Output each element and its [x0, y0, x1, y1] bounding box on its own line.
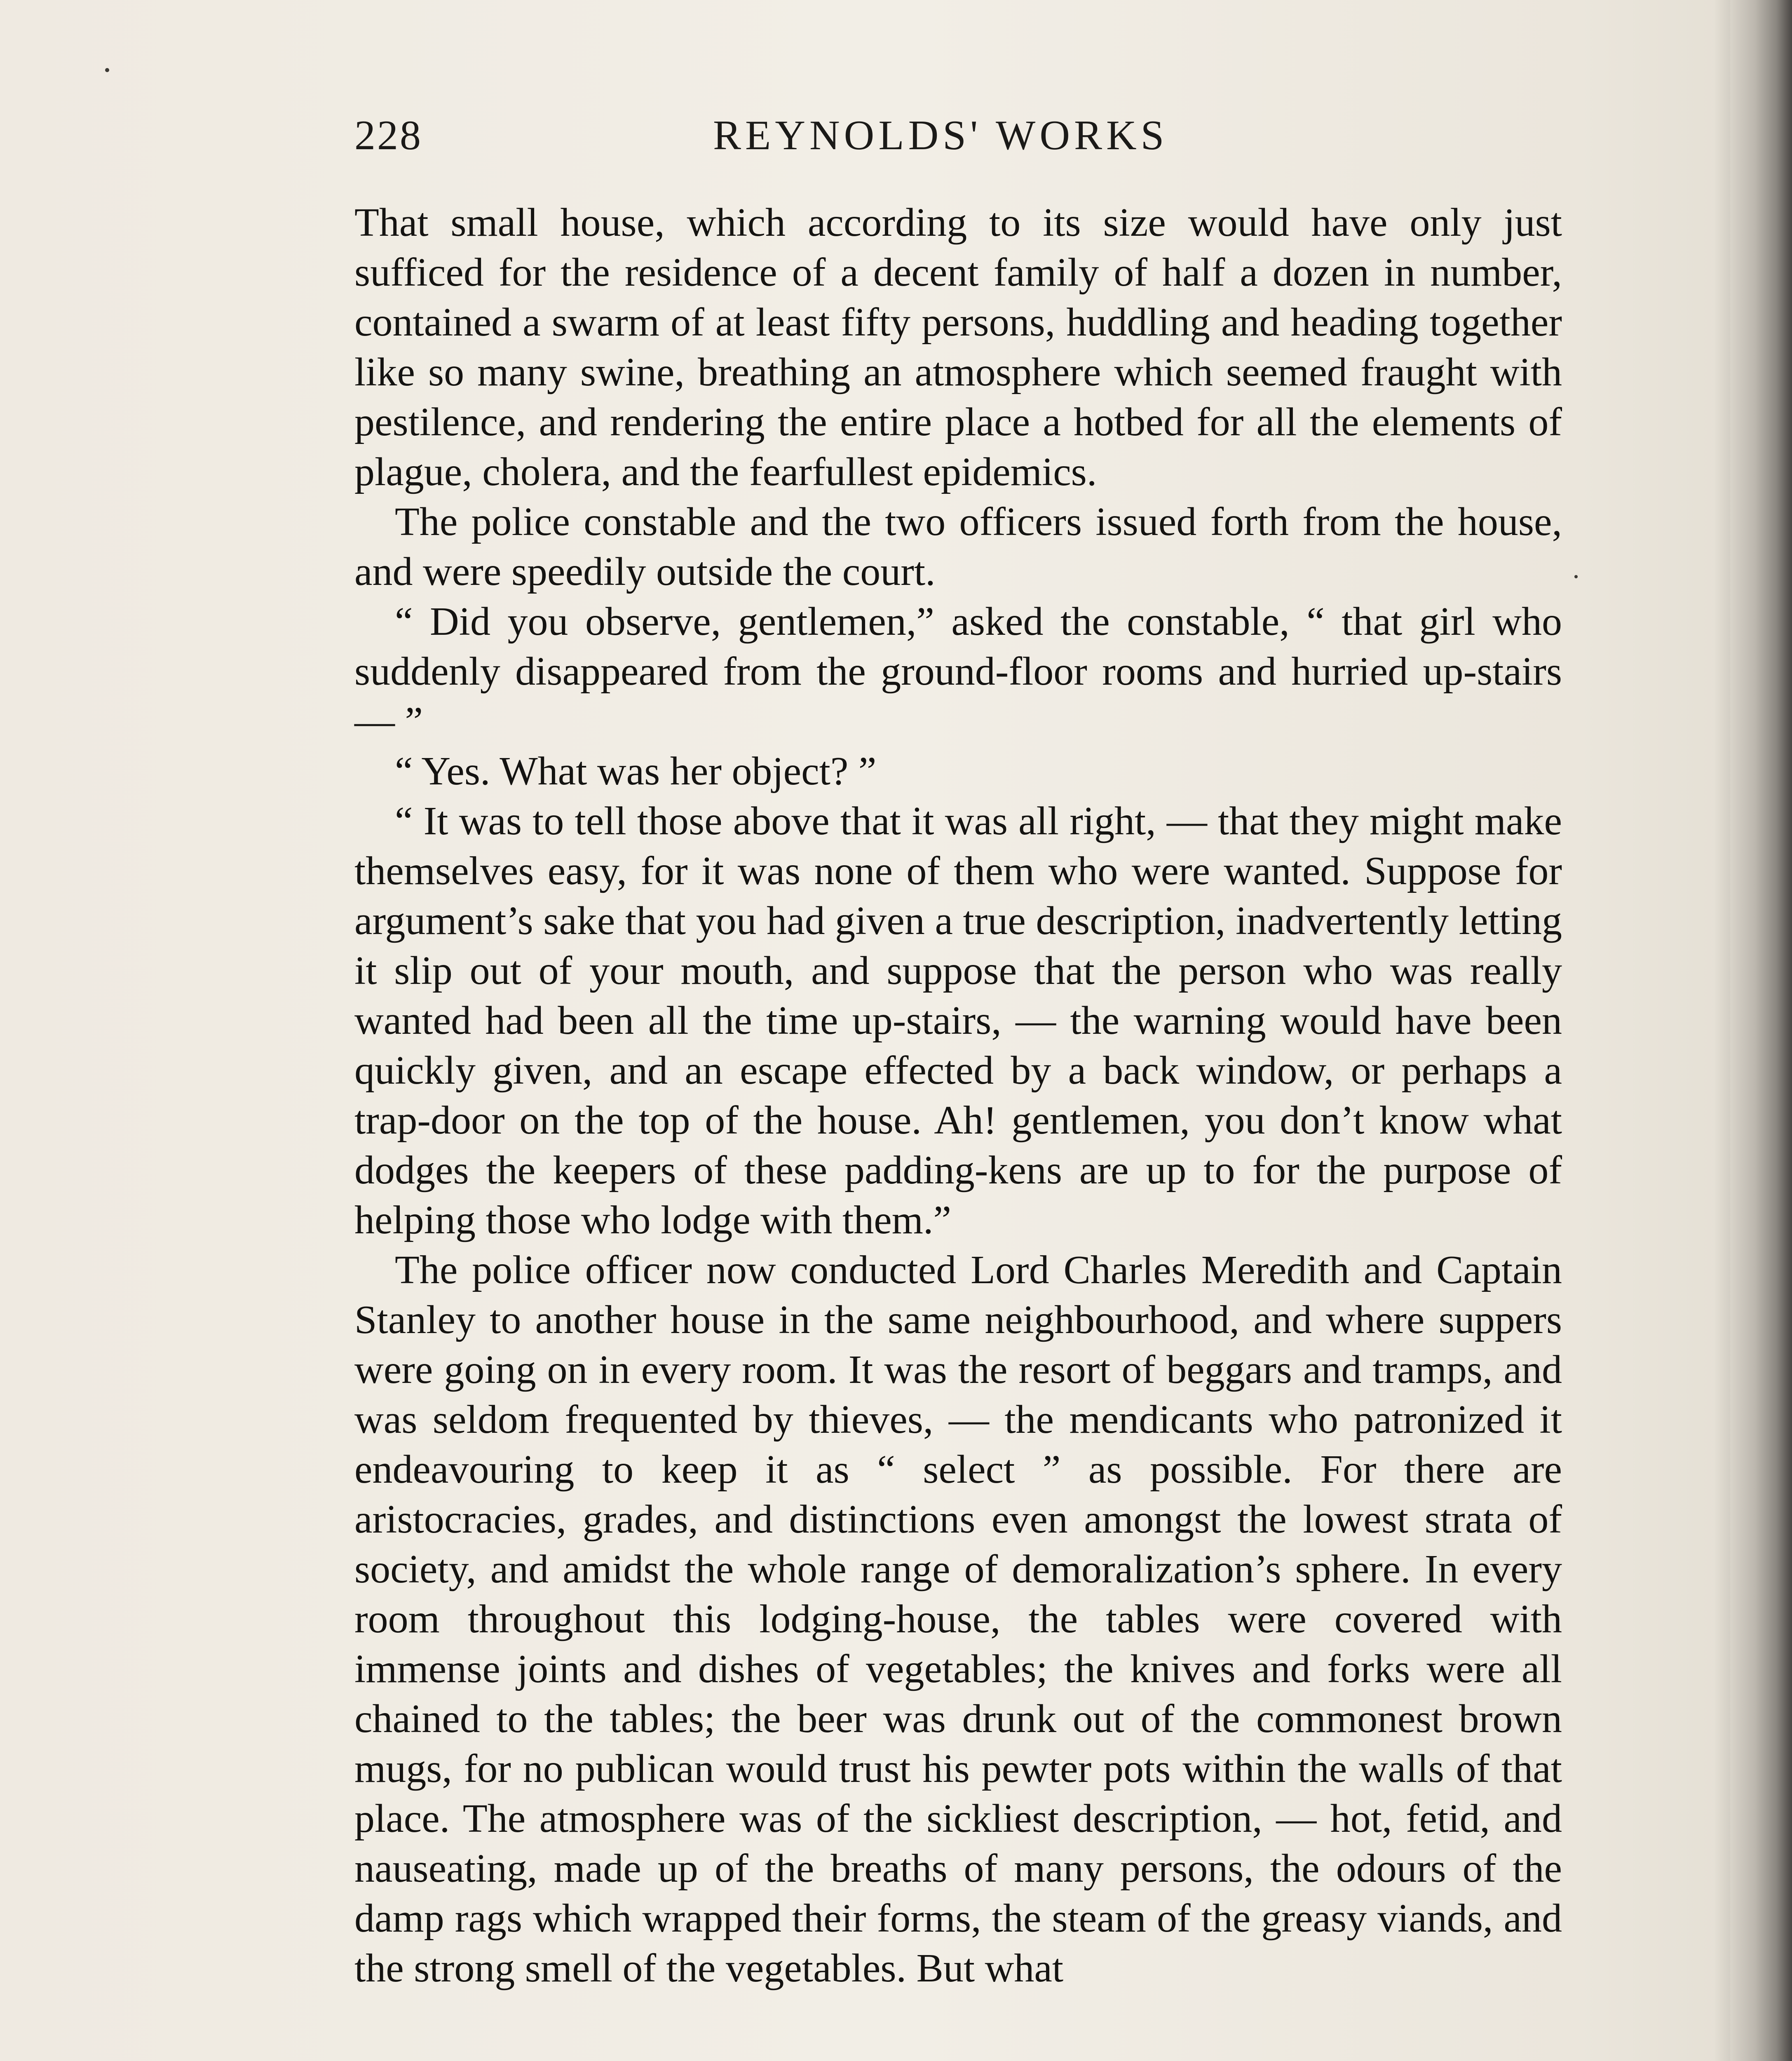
paragraph-6: The police officer now conducted Lord Charles Meredith and Captain Stanley to another house in the same neighbourhood, and where suppers were going on in every room. It was the resort of beggars and tramps, and was seldom frequented by thieves, — the mendicants who patronized it endeavouring to keep it as “ select ” as possible. For there are aristocracies, grades, and distinctions even amongst the lowest strata of society, and amidst the whole range of demoralization’s sphere. In every room throughout this lodging-house, the tables were covered with immense joints and dishes of vegetables; the knives and forks were all chained to the tables; the beer was drunk out of the commonest brown mugs, for no publican would trust his pewter pots within the walls of that place. The atmosphere was of the sickliest description, — hot, fetid, and nauseating, made up of the breaths of many persons, the odours of the damp rags which wrapped their forms, the steam of the greasy viands, and the strong smell of the vegetables. But what [354, 1248, 1562, 1991]
page-edge [1730, 0, 1792, 2061]
body-text [354, 198, 1562, 1993]
ink-speck [105, 68, 109, 72]
running-title: REYNOLDS' WORKS [713, 112, 1168, 159]
page-number: 228 [354, 112, 422, 159]
paragraph-4: “ Yes. What was her object? ” [395, 749, 877, 793]
running-head [354, 111, 1562, 165]
paragraph-3: “ Did you observe, gentlemen,” asked the constable, “ that girl who suddenly disappeared from the ground-floor rooms and hurried up-stairs — ” [354, 599, 1562, 744]
paragraph-1: That small house, which according to its size would have only just sufficed for the residence of a decent family of half a dozen in number, contained a swarm of at least fifty persons, huddling and heading together like so many swine, breathing an atmosphere which seemed fraught with pestilence, and rendering the entire place a hotbed for all the elements of plague, cholera, and the fearfullest epidemics. [354, 200, 1562, 494]
ink-speck [1574, 575, 1578, 578]
paragraph-2: The police constable and the two officers issued forth from the house, and were speedily outside the court. [354, 500, 1562, 594]
page-gutter-shadow [1714, 0, 1730, 2061]
paragraph-5: “ It was to tell those above that it was all right, — that they might make themselves easy, for it was none of them who were wanted. Suppose for argument’s sake that you had given a true description, inadvertently letting it slip out of your mouth, and suppose that the person who was really wanted had been all the time up-stairs, — the warning would have been quickly given, and an escape effected by a back window, or perhaps a trap-door on the top of the house. Ah! gentlemen, you don’t know what dodges the keepers of these padding-kens are up to for the purpose of helping those who lodge with them.” [354, 799, 1562, 1242]
